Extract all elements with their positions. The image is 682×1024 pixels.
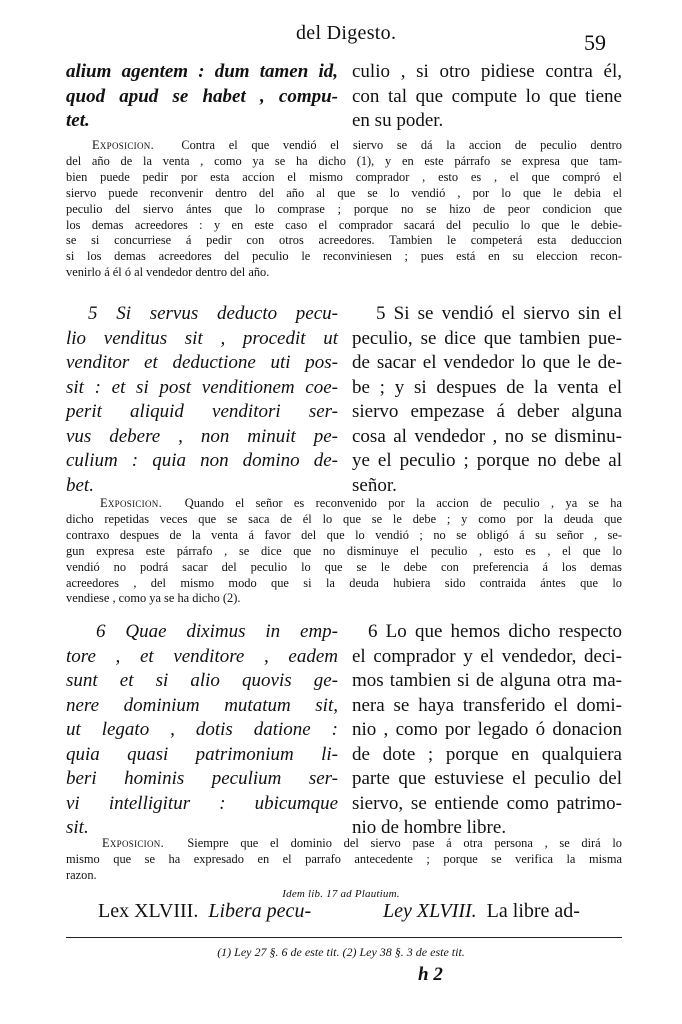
spanish-line: siervo, se entiende como patrimo-: [352, 792, 622, 814]
top-latin-line: alium agentem : dum tamen id,: [66, 61, 338, 82]
latin-line: sunt et si alio quovis ge-: [66, 670, 338, 691]
exposicion-line: dicho repetidas veces que se saca de él lo que se le debe ; y como por la deuda que: [66, 511, 622, 526]
latin-line: sit : et si post venditionem coe-: [66, 376, 338, 398]
exposicion-label: Exposicion.: [92, 138, 154, 152]
latin-line: sit.: [66, 817, 89, 838]
latin-line: lio venditus sit , procedit ut: [66, 327, 338, 349]
top-latin-line: quod apud se habet , compu-: [66, 85, 338, 107]
spanish-line: nio de hombre libre.: [352, 817, 507, 838]
spanish-line: ye el peculio ; porque no debe al: [352, 450, 622, 471]
top-latin-line: tet.: [66, 110, 90, 131]
section-5-spanish: [352, 302, 622, 498]
lex-latin: [98, 900, 311, 923]
lex-spanish: [383, 900, 580, 923]
spanish-line: siervo empezase á deber alguna: [352, 401, 622, 422]
exposicion-line: mismo que se ha expresado en el parrafo antecedente ; porque se verifica la misma: [66, 851, 622, 866]
top-spanish-line: culio , si otro pidiese contra él,: [352, 61, 622, 82]
spanish-line: cosa al vendedor , no se disminu-: [352, 425, 622, 447]
exposicion-line: los demas acreedores : y en este caso el comprador sacará del peculio lo que le debie-: [66, 217, 622, 232]
exposicion-line: Exposicion. Quando el señor es reconvenido por la accion de peculio , ya se ha: [100, 496, 622, 510]
latin-line: bet.: [66, 474, 94, 496]
latin-line: 5 Si servus deducto pecu-: [88, 303, 338, 324]
spanish-line: nio , como por legado ó donacion: [352, 719, 622, 740]
lex-spanish-text: La libre ad-: [486, 900, 580, 922]
exposicion-line: venirlo á él ó al vendedor dentro del año.: [66, 265, 270, 280]
spanish-line: nera se haya transferido el domi-: [352, 694, 622, 716]
exposicion-label: Exposicion.: [102, 836, 164, 850]
spanish-line: señor.: [352, 474, 397, 496]
source-note: Idem lib. 17 ad Plautium.: [282, 888, 400, 900]
lex-latin-text: Libera pecu-: [208, 900, 312, 922]
spanish-line: 6 Lo que hemos dicho respecto: [368, 621, 622, 642]
footnote-rule: [66, 937, 622, 938]
latin-line: perit aliquid venditori ser-: [66, 401, 338, 422]
exposicion-line: acreedores , del mismo modo que si la deuda hubiera sido contraida ántes que lo: [66, 575, 622, 590]
lex-spanish-lead: Ley XLVIII.: [383, 900, 477, 922]
page-number: 59: [584, 30, 606, 55]
latin-line: nere dominium mutatum sit,: [66, 694, 338, 716]
latin-line: vus debere , non minuit pe-: [66, 425, 338, 447]
spanish-line: mos tambien si de alguna otra ma-: [352, 670, 622, 691]
exposicion-2: [66, 496, 622, 607]
exposicion-line: bien puede pedir por esta accion el mismo comprador , esto es , el que compró el: [66, 169, 622, 184]
spanish-line: parte que estuviese el peculio del: [352, 768, 622, 789]
exposicion-line: razon.: [66, 867, 97, 882]
exposicion-line: contraxo despues de la venta á favor del que lo vendió ; no se obligó á su señor , se-: [66, 527, 622, 542]
spanish-line: peculio, se dice que tambien pue-: [352, 327, 622, 349]
signature-mark: h 2: [418, 964, 443, 985]
exposicion-line: siervo puede reconvenir dentro del año al que se lo vendió , por lo que le debia el: [66, 185, 622, 200]
spanish-line: be ; y si despues de la venta el: [352, 376, 622, 398]
exposicion-line: si los demas acreedores del peculio le reconviniesen ; pues está en su eleccion recon-: [66, 249, 622, 264]
exposicion-3: [66, 836, 622, 884]
spanish-line: de sacar el vendedor lo que le de-: [352, 352, 622, 373]
latin-line: venditor et deductione uti pos-: [66, 352, 338, 373]
latin-line: tore , et venditore , eadem: [66, 645, 338, 667]
latin-line: ut legato , dotis datione :: [66, 719, 338, 740]
exposicion-line: Exposicion. Contra el que vendió el siervo se dá la accion de peculio dentro: [92, 138, 622, 152]
exposicion-label: Exposicion.: [100, 496, 162, 510]
top-spanish: [352, 60, 622, 134]
section-6-latin: [66, 620, 338, 841]
spanish-line: de dote ; porque en qualquiera: [352, 743, 622, 765]
running-title: del Digesto.: [296, 22, 397, 44]
exposicion-line: gun expresa este párrafo , se dice que no disminuye el peculio , esto es , el que lo: [66, 543, 622, 558]
exposicion-line: peculio del siervo ántes que lo comprase ; porque no se hizo de peor condicion que: [66, 201, 622, 216]
spanish-line: el comprador y el vendedor, deci-: [352, 645, 622, 667]
latin-line: vi intelligitur : ubicumque: [66, 792, 338, 814]
exposicion-line: vendió no podrá sacar del peculio lo que se le debe con preferencia á los demas: [66, 559, 622, 574]
exposicion-1: [66, 138, 622, 281]
spanish-line: 5 Si se vendió el siervo sin el: [376, 303, 622, 324]
latin-line: beri hominis peculium ser-: [66, 768, 338, 789]
section-5-latin: [66, 302, 338, 498]
top-spanish-line: con tal que compute lo que tiene: [352, 85, 622, 107]
latin-line: quia quasi patrimonium li-: [66, 743, 338, 765]
section-6-spanish: [352, 620, 622, 841]
exposicion-line: vendiese , como ya se ha dicho (2).: [66, 591, 241, 606]
lex-latin-lead: Lex XLVIII.: [98, 900, 199, 922]
exposicion-line: del año de la venta , como ya se ha dicho (1), y en este párrafo se expresa que tam-: [66, 153, 622, 168]
top-latin: [66, 60, 338, 134]
top-spanish-line: en su poder.: [352, 110, 444, 131]
footnotes: (1) Ley 27 §. 6 de este tit. (2) Ley 38 §. 3 de este tit.: [217, 945, 465, 959]
exposicion-line: Exposicion. Siempre que el dominio del siervo pase á otra persona , se dirá lo: [102, 836, 622, 850]
latin-line: culium : quia non domino de-: [66, 450, 338, 471]
latin-line: 6 Quae diximus in emp-: [96, 621, 338, 642]
exposicion-line: se si concurriese á pedir con otros acreedores. Tambien le competerá esta deduccion: [66, 233, 622, 248]
